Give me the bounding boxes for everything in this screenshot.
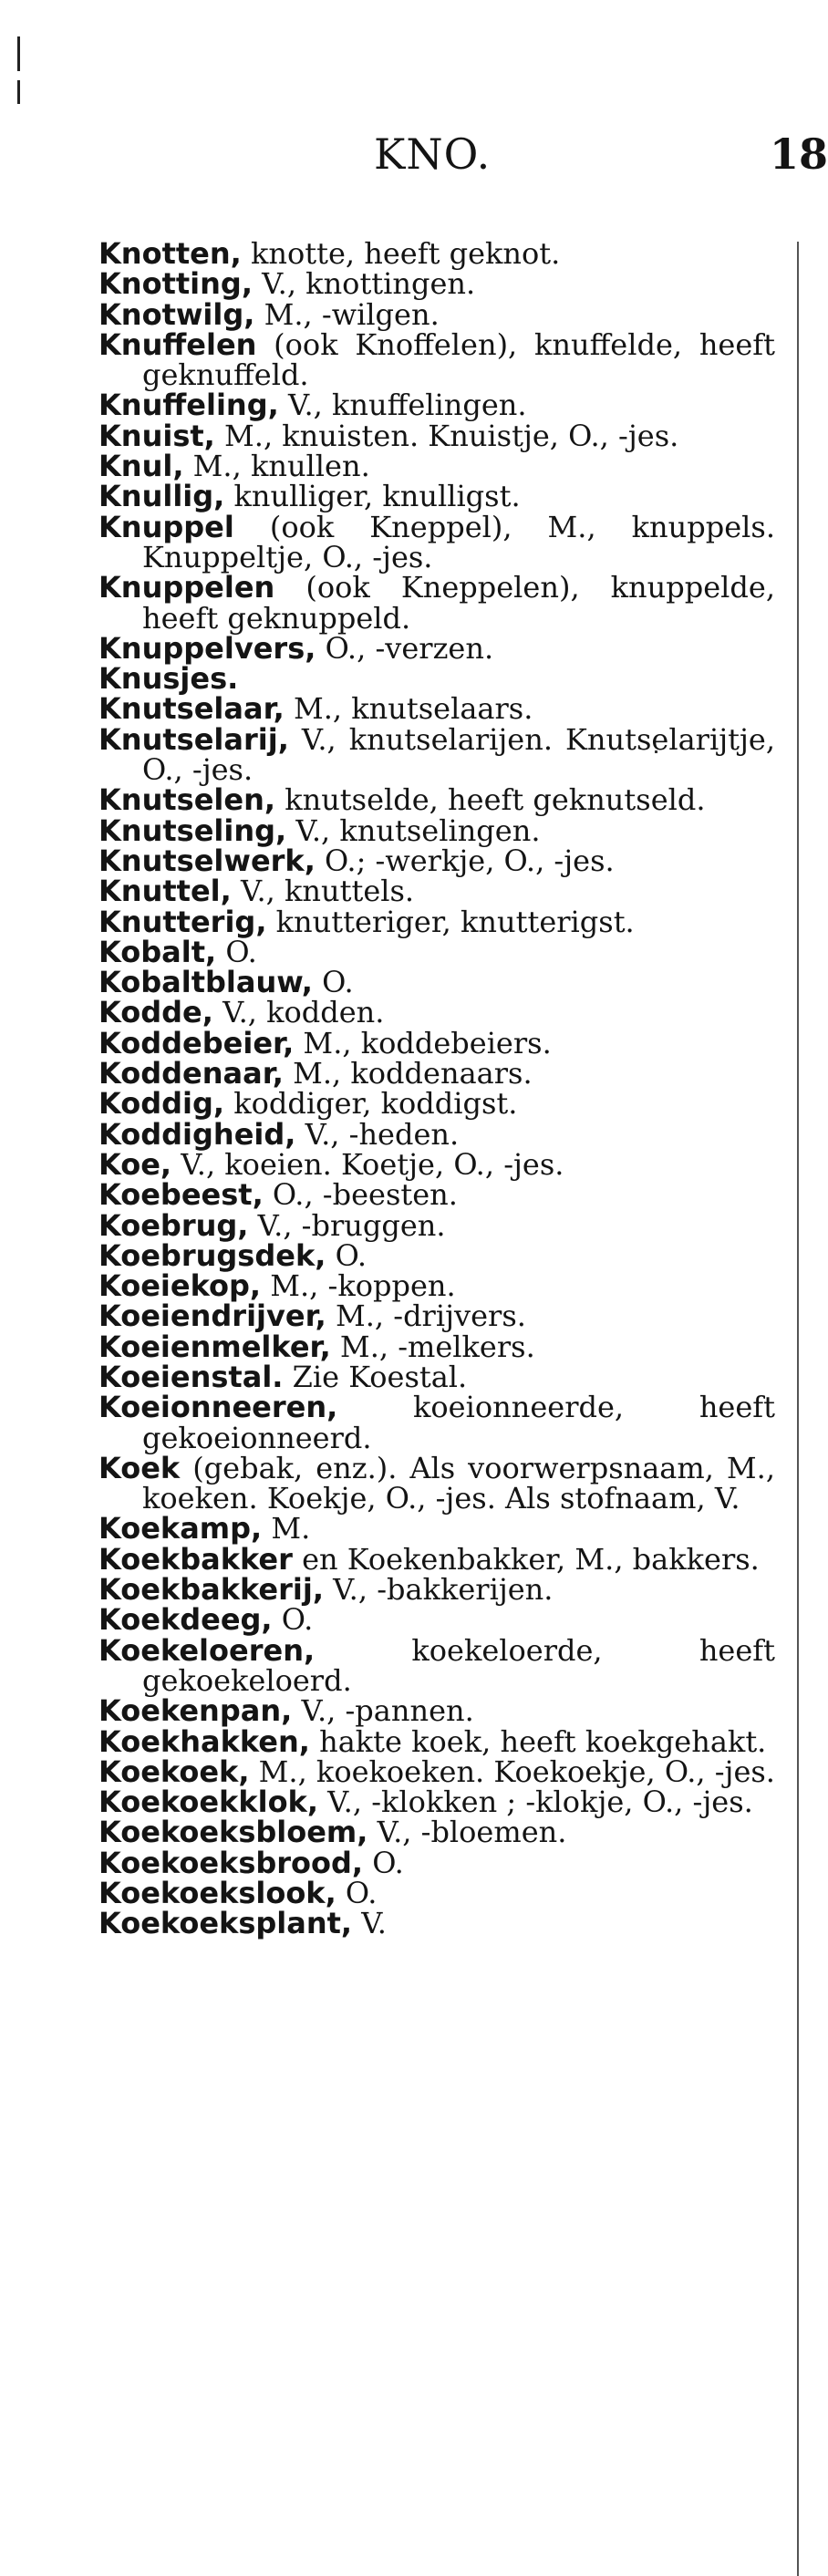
headword: Knotwilg, bbox=[98, 296, 255, 332]
entry-definition: M., knullen. bbox=[183, 449, 370, 484]
dictionary-entry bbox=[98, 449, 775, 484]
dictionary-entry bbox=[98, 812, 775, 848]
entry-definition: (ook Knoffelen), knuffelde, heeft geknuffeld. bbox=[142, 326, 775, 393]
dictionary-entry bbox=[98, 1906, 775, 1941]
entry-definition: (ook Kneppelen), knuppelde, heeft geknuppeld. bbox=[142, 570, 775, 636]
headword: Kodde, bbox=[98, 995, 213, 1030]
headword: Knuppelvers, bbox=[98, 630, 316, 666]
headword: Knutselwerk, bbox=[98, 843, 316, 878]
dictionary-entry bbox=[98, 1815, 775, 1850]
dictionary-entry bbox=[98, 236, 775, 271]
headword: Koekhakken, bbox=[98, 1723, 310, 1759]
dictionary-entry bbox=[98, 1602, 775, 1638]
headword: Koekoekslook, bbox=[98, 1876, 336, 1911]
dictionary-entry bbox=[98, 967, 775, 998]
entry-definition: M., koekoeken. Koekoekje, O., -jes. bbox=[249, 1754, 775, 1789]
entry-definition: (gebak, enz.). Als voorwerpsnaam, M., koeken. Koekje, O., -jes. Als stofnaam, V. bbox=[142, 1450, 775, 1516]
dictionary-entry bbox=[98, 661, 775, 697]
dictionary-entry bbox=[98, 388, 775, 423]
dictionary-entry bbox=[98, 904, 775, 939]
dictionary-entry bbox=[98, 266, 775, 302]
entry-definition: hakte koek, heeft koekgehakt. bbox=[309, 1723, 767, 1759]
headword: Koddebeier, bbox=[98, 1025, 295, 1060]
entry-definition: koddiger, koddigst. bbox=[224, 1086, 518, 1122]
entry-definition: O.; -werkje, O., -jes. bbox=[315, 843, 615, 878]
headword: Koekoeksbrood, bbox=[98, 1845, 364, 1880]
dictionary-entry bbox=[98, 1146, 775, 1182]
entry-definition: M., -drijvers. bbox=[326, 1298, 526, 1334]
entry-definition: V., knutselingen. bbox=[286, 812, 541, 848]
dictionary-entry bbox=[98, 1056, 775, 1091]
dictionary-entry bbox=[98, 1392, 775, 1454]
headword: Koekoeksbloem, bbox=[98, 1815, 368, 1850]
dictionary-entry bbox=[98, 1359, 775, 1394]
dictionary-entry bbox=[98, 630, 775, 666]
entry-definition: knotte, heeft geknot. bbox=[241, 236, 561, 271]
dictionary-entry bbox=[98, 1754, 775, 1789]
entry-definition: M., -wilgen. bbox=[254, 296, 440, 332]
headword: Knutselarij, bbox=[98, 721, 289, 757]
entry-definition: V., knuttels. bbox=[231, 874, 415, 909]
headword: Knotten, bbox=[98, 236, 242, 271]
dictionary-entry bbox=[98, 1845, 775, 1880]
headword: Kobalt, bbox=[98, 934, 217, 969]
entry-definition: O. bbox=[336, 1876, 378, 1911]
dictionary-entry bbox=[98, 1207, 775, 1243]
headword: Koe, bbox=[98, 1146, 172, 1182]
entry-definition: V., -bruggen. bbox=[248, 1207, 446, 1243]
headword: Knul, bbox=[98, 449, 184, 484]
entry-definition: V., -bloemen. bbox=[367, 1815, 567, 1850]
entry-definition: V. bbox=[352, 1906, 387, 1941]
headword: Knutterig, bbox=[98, 904, 267, 939]
dictionary-entry bbox=[98, 1177, 775, 1213]
dictionary-entry bbox=[98, 1723, 775, 1759]
dictionary-entry bbox=[98, 1511, 775, 1547]
headword: Koekoeksplant, bbox=[98, 1906, 353, 1941]
entry-definition: M., koddebeiers. bbox=[294, 1025, 552, 1060]
entry-definition: M., knuisten. Knuistje, O., -jes. bbox=[214, 418, 679, 453]
entry-definition: O., -verzen. bbox=[316, 630, 494, 666]
dictionary-entry bbox=[98, 934, 775, 969]
entry-definition: en Koekenbakker, M., bakkers. bbox=[292, 1541, 760, 1577]
headword: Koebrugsdek, bbox=[98, 1237, 326, 1273]
dictionary-entry bbox=[98, 721, 775, 788]
scan-mark bbox=[17, 80, 20, 104]
entry-definition: V., knuffelingen. bbox=[278, 388, 527, 423]
dictionary-entry bbox=[98, 570, 775, 636]
headword: Koeienmelker, bbox=[98, 1329, 331, 1364]
dictionary-entry bbox=[98, 843, 775, 878]
dictionary-entry bbox=[98, 481, 775, 512]
entry-definition: koeionneerde, heeft gekoeionneerd. bbox=[142, 1390, 775, 1455]
headword: Knuppelen bbox=[98, 570, 275, 605]
dictionary-entry bbox=[98, 1632, 775, 1698]
entry-definition: M. bbox=[262, 1511, 311, 1547]
headword: Knuffelen bbox=[98, 326, 257, 362]
entry-definition: V., koeien. Koetje, O., -jes. bbox=[171, 1146, 564, 1182]
column-divider bbox=[797, 242, 799, 2576]
entry-definition: V., -pannen. bbox=[292, 1693, 474, 1729]
headword: Koekbakker bbox=[98, 1541, 293, 1577]
headword: Koekbakkerij, bbox=[98, 1572, 324, 1608]
entry-definition: (ook Kneppel), M., knuppels. Knuppeltje, O., -jes. bbox=[142, 509, 775, 574]
dictionary-entry bbox=[98, 1298, 775, 1334]
headword: Knuist, bbox=[98, 418, 215, 453]
headword: Koek bbox=[98, 1450, 181, 1485]
headword: Koekoekklok, bbox=[98, 1785, 318, 1820]
entry-definition: O., -beesten. bbox=[263, 1177, 458, 1213]
headword: Koddig, bbox=[98, 1086, 225, 1122]
headword: Koekeloeren, bbox=[98, 1632, 316, 1668]
headword: Koekdeeg, bbox=[98, 1602, 273, 1638]
headword: Knutselaar, bbox=[98, 691, 285, 727]
entry-definition: V., kodden. bbox=[212, 995, 385, 1030]
dictionary-entry bbox=[98, 1116, 775, 1152]
dictionary-entry bbox=[98, 1572, 775, 1608]
dictionary-entry bbox=[98, 1878, 775, 1909]
page-number: 18 bbox=[770, 129, 828, 179]
headword: Koebeest, bbox=[98, 1177, 264, 1213]
entry-definition: M., -melkers. bbox=[330, 1329, 535, 1364]
dictionary-entry bbox=[98, 995, 775, 1030]
entry-list bbox=[98, 236, 775, 1941]
dictionary-entry bbox=[98, 1450, 775, 1516]
headword: Koebrug, bbox=[98, 1207, 249, 1243]
entry-definition: O. bbox=[312, 965, 354, 1000]
entry-definition: O. bbox=[326, 1237, 367, 1273]
dictionary-entry bbox=[98, 1785, 775, 1820]
scan-mark bbox=[17, 36, 20, 71]
entry-definition: O. bbox=[363, 1845, 404, 1880]
entry-definition: V., knutselarijen. Knutselarijtje, O., -jes. bbox=[142, 721, 775, 788]
headword: Koeionneeren, bbox=[98, 1390, 338, 1425]
headword: Koeiekop, bbox=[98, 1268, 262, 1304]
entry-definition: V., -heden. bbox=[295, 1116, 460, 1152]
headword: Koddenaar, bbox=[98, 1056, 284, 1091]
entry-definition: Zie Koestal. bbox=[283, 1359, 468, 1394]
entry-definition: M., knutselaars. bbox=[284, 691, 533, 727]
headword: Knuffeling, bbox=[98, 388, 279, 423]
entry-definition: M., -koppen. bbox=[261, 1268, 456, 1304]
dictionary-entry bbox=[98, 874, 775, 909]
entry-definition: O. bbox=[216, 934, 257, 969]
entry-definition: knutteriger, knutterigst. bbox=[266, 904, 635, 939]
dictionary-entry bbox=[98, 691, 775, 727]
entry-definition: V., -klokken ; -klokje, O., -jes. bbox=[317, 1785, 753, 1820]
entry-definition: koekeloerde, heeft gekoekeloerd. bbox=[142, 1632, 775, 1698]
dictionary-entry bbox=[98, 418, 775, 453]
dictionary-entry bbox=[98, 1025, 775, 1060]
dictionary-entry bbox=[98, 296, 775, 332]
dictionary-entry bbox=[98, 1329, 775, 1364]
headword: Knotting, bbox=[98, 266, 253, 302]
dictionary-entry bbox=[98, 1693, 775, 1729]
headword: Kobaltblauw, bbox=[98, 965, 313, 1000]
entry-definition: O. bbox=[272, 1602, 314, 1638]
headword: Koeiendrijver, bbox=[98, 1298, 326, 1334]
headword: Koddigheid, bbox=[98, 1116, 296, 1152]
dictionary-entry bbox=[98, 782, 775, 818]
headword: Koekoek, bbox=[98, 1754, 250, 1789]
headword: Knusjes. bbox=[98, 661, 239, 697]
running-head: KNO. bbox=[374, 129, 492, 179]
dictionary-entry bbox=[98, 509, 775, 574]
headword: Knullig, bbox=[98, 479, 225, 514]
entry-definition: V., knottingen. bbox=[252, 266, 476, 302]
headword: Knuttel, bbox=[98, 874, 232, 909]
dictionary-entry bbox=[98, 1541, 775, 1577]
headword: Koekamp, bbox=[98, 1511, 263, 1547]
entry-definition: M., koddenaars. bbox=[283, 1056, 533, 1091]
dictionary-entry bbox=[98, 1268, 775, 1304]
headword: Knuppel bbox=[98, 509, 234, 544]
dictionary-entry bbox=[98, 1237, 775, 1273]
headword: Koeienstal. bbox=[98, 1359, 284, 1394]
headword: Knutseling, bbox=[98, 812, 287, 848]
headword: Knutselen, bbox=[98, 782, 276, 818]
dictionary-entry bbox=[98, 1086, 775, 1122]
entry-definition: knutselde, heeft geknutseld. bbox=[275, 782, 706, 818]
entry-definition: knulliger, knulligst. bbox=[224, 479, 521, 514]
dictionary-entry bbox=[98, 326, 775, 393]
entry-definition: V., -bakkerijen. bbox=[323, 1572, 554, 1608]
headword: Koekenpan, bbox=[98, 1693, 293, 1729]
